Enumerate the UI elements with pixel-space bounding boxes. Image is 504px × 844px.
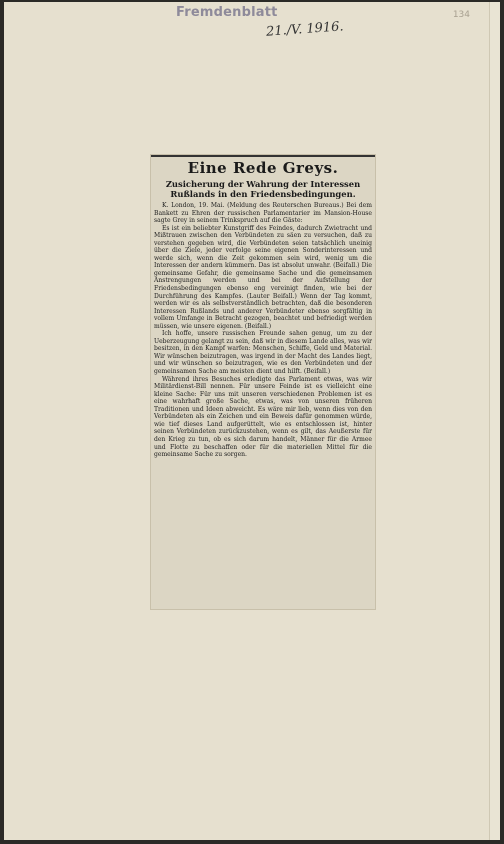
article-paragraph-3: Ich hoffe, unsere russischen Freunde sahen genug, um zu der Ueberzeugung gelangt zu sein, daß wir in diesem Lande alles, was wir besitzen, in den Kampf warfen: Menschen, Schiffe, Geld und Material. Wir wünschen beizutragen, was irgend in der Macht des Landes liegt, und wir wünschen so beizutragen, wie es den Verbündeten und der gemeinsamen Sache am meisten dient und hilft. (Beifall.) — [154, 330, 372, 376]
top-rule — [151, 155, 375, 157]
article-paragraph-1: K. London, 19. Mai. (Meldung des Reuterschen Bureaus.) Bei dem Bankett zu Ehren der russischen Parlamentarier im Mansion-House sagte Grey in seinem Trinkspruch auf die Gäste: — [154, 202, 372, 225]
article-paragraph-2: Es ist ein beliebter Kunstgriff des Feindes, dadurch Zwietracht und Mißtrauen zwischen den Verbündeten zu säen zu versuchen, daß zu verstehen gegeben wird, die Verbündeten seien tatsächlich uneinig über die Ziele, jeder verfolge seine eigenen Sonderinteressen und werde sich, wenn die Zeit gekommen sein wird, wenig um die Interessen der andern kümmern. Das ist absolut unwahr. (Beifall.) Die gemeinsame Gefahr, die gemeinsame Sache und die gemeinsamen Anstrengungen werden und bei der Aufstellung der Friedensbedingungen ebenso eng vereinigt finden, wie bei der Durchführung des Kampfes. (Lauter Beifall.) Wenn der Tag kommt, werden wir es als selbstverständlich betrachten, daß die besonderen Interessen Rußlands und anderer Verbündeter ebenso sorgfältig in vollem Umfange in Betracht gezogen, beachtet und befriedigt werden müssen, wie unsere eigenen. (Beifall.) — [154, 224, 372, 330]
newspaper-clipping — [150, 154, 376, 610]
article-paragraph-4: Während ihres Besuches erledigte das Parlament etwas, was wir Militärdienst-Bill nennen. Für unsere Feinde ist es vielleicht eine kleine Sache: Für uns mit unseren verschiedenen Problemen ist es eine wahrhaft große Sache, etwas, was von unseren früheren Traditionen und Ideen abweicht. Es wäre mir lieb, wenn dies von den Verbündeten als ein Zeichen und ein Beweis dafür genommen würde, wie tief dieses Land aufgerüttelt, wie es entschlossen ist, hinter seinen Verbündeten zurückzustehen, wenn es gilt, das Aeußerste für den Krieg zu tun, ob es sich darum handelt, Männer für die Armee und Flotte zu beschaffen oder für die materiellen Mittel für die gemeinsame Sache zu sorgen. — [154, 375, 372, 459]
document-page — [4, 2, 500, 840]
article-headline: Eine Rede Greys. — [187, 159, 339, 177]
folio-number: 134 — [452, 10, 470, 20]
newspaper-stamp: Fremdenblatt — [176, 5, 278, 20]
article-subheadline: Zusicherung der Wahrung der Interessen Rußlands in den Friedensbedingungen. — [165, 179, 361, 199]
page-edge — [489, 2, 500, 840]
handwritten-date: 21./V. 1916. — [265, 19, 345, 40]
